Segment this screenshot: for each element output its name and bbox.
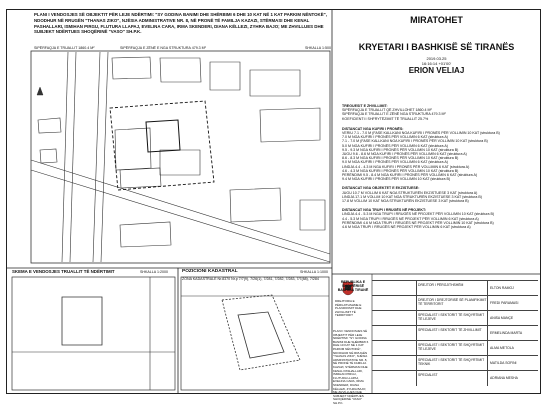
approval-stamp: MIRATOHET [410,15,463,25]
scheme-scale: SHKALLA 1:2000 [140,270,168,274]
sig-row-6: SPECIALIST I SEKTORIT TË SHQYRTIMIT TEKNIK MATILDA SOFINI [372,355,538,371]
planning-indicators: TREGUESIT E ZHVILLIMIT: SIPËRFAQJA E TRUALLIT QË ZHVILLOHET 1860.4 M² SIPËRFAQJA E TRUALLIT E ZËNË NGA STRUKTURA 479.3 M² KOEFICIENTI I SHFRYTËZIMIT TË TRUALLIT 25.7% DISTANCAT NGA KUFIRI I PRONËS: VERIU 7.1 - 7.0 M (FASE KALLKANI NGA KUFIRI I PRONËS PËR VOLLIMIN 10 KAT (struktura B) 7.0 M NGA KUFIRI I PRONËS PËR VOLLIMIN 6 KAT (struktura A) 7.1 - 7.0 M (FASE KALLKANI NGA KUFIRI I PRONËS PËR VOLLIMIN 10 KAT (struktura B) 5.0 M NGA KUFIRI I PRONËS PËR VOLLIMIN 6 KAT (struktura A) 9.5 - 9.3 M NGA KUFIRI I PRONËS PËR VOLLIMIN 10 KAT (struktura B) JUGU 9.6 - 8.6 M NGA KUFIRI I PRONËS PËR VOLLIMIN 6 KAT (struktura A) 8.6 - 8.3 M NGA KUFIRI I PRONËS PËR VOLLIMIN 10 KAT (struktura B) 9.0 M NGA KUFIRI I PRONËS PËR VOLLIMIN 6 KAT (struktura A) LINDJA 4.4 - 4.3 M NGA KUFIRI I PRONËS PËR VOLLIMIN 6 KAT (struktura A) 4.6 - 4.3 M NGA KUFIRI I PRONËS PËR VOLLIMIN 10 KAT (struktura B) PERËNDIMI 9.5 - 8.4 M NGA KUFIRI I PRONËS PËR VOLLIMIN 6 KAT (struktura A) 9.4 M NGA KUFIRI I PRONËS PËR VOLLIMIN 10 KAT (struktura B) DISTANCAT NGA OBJEKTET E EKZISTUESE: JUGU 10.7 M VOLLIM 6 KAT NGA STRUKTURËN EKZISTUESE 3 KAT (struktura A) LINDJA 17.1 M VOLLIM 10 KAT NGA STRUKTURËN EKZISTUESE 3 KAT (struktura B) 17.8 M VOLLIM 10 KAT NGA STRUKTURËN EKZISTUESE 3 KAT (struktura B) DISTANCAT NGA TRUPI I RRUGËS NË PROJEKT: LINDJA 4.4 - 5.3 M NGA TRUPI I RRUGËS NË PROJEKT PËR VOLLIMIN 10 KAT (struktura B) 4.4 - 5.3 M NGA TRUPI I RRUGËS NË PROJEKT PËR VOLLIMIN 6 KAT (struktura A) PERËNDIMI 4.6 M NGA TRUPI I RRUGËS NË PROJEKT PËR VOLLIMIN 10 KAT (struktura B) 4.6 M NGA TRUPI I RRUGËS NË PROJEKT PËR VOLLIMIN 6 KAT (struktura A) [342,104,500,230]
office-title: KRYETARI I BASHKISË SË TIRANËS [358,42,515,52]
cadastral-scale: SHKALLA 1:1000 [300,270,328,274]
cadastral-zone: ZONA KADASTRALE Nr.8370 Nr.p 7/7(9), 7/26(1), 7/281, 7/282, 7/283, 7/7(88), 7/284 [182,277,319,281]
sig-row-5: SPECIALIST I SEKTORIT TË SHQYRTIMIT TË LEJEVE ALMA METOLA [372,340,538,356]
scale-label-main: SHKALLA 1:500 [305,46,331,50]
footprint-area-label: SIPËRFAQJA E ZËNË E NGA STRUKTURA 479.3 M² [120,46,206,50]
republic-label: REPUBLIKA E SHQIPËRISË BASHKIA TIRANË [337,280,369,293]
sig-row-4: SPECIALIST I SEKTORIT TË ZHVILLIMIT ERMELINDA MARTA [372,325,538,341]
signatory-name: ERION VELIAJ [408,66,465,75]
approval-time: 16:16:14 +01'00' [421,61,452,66]
directorate-label: DREJTORIA E PËRGJITHSHME E PLANIFIKIMIT DHE ZHVILLIMIT TË TERRITORIT [335,299,362,318]
sig-row-2: DREJTOR I DREJTORISË SË PLANIFIKIMIT TË TERRITORIT FREDI PARAMASI [372,295,538,311]
sig-row-1: DREJTOR I PËRGJITHSHËM ELTON RAMOJ [372,280,538,296]
sig-row-3: SPECIALIST I SEKTORIT TË SHQYRTIMIT TË LEJEVE ANISA MANÇE [372,310,538,326]
plan-description: PLANI I VENDOSJES SË OBJEKTIT PËR LEJE NDËRTIMI: "SY GODINA BANIMI DHE SHËRBIMI 6 DHE 10 KAT NË 1 KAT PARKIM NËNTOKË", NDODHUR NË RRUGËN "THANAS ZIKO", NJËSIA ADMINISTRATIVE NR. 8, NË PRONË TË FAMILJA KAZAZI, STËRMASI DHE KENAL PASHALLARI, ISMIHAN PIRGU, FLUTURA LLAPAJ, EVELINA CARA, IRMA SKENDERI, DIANA KËLLEZI, ZYHRA BAJO; ME ZHVILLUES DHE SUBJEKT NDËRTUES SHOQËRINË "VASO" SH.P.K. [333,329,369,405]
location-scheme-title: SKEMA E VENDOSJES TRUALLIT TË NDËRTIMIT [12,269,115,274]
site-area-label: SIPËRFAQJA E TRUALLIT 1860.4 M² [34,46,95,50]
sig-row-7: SPECIALIST ADRIANA MESHA [372,370,538,386]
cadastral-title: POZICIONI KADASTRAL [182,269,238,274]
document-heading: PLANI I VENDOSJES SË OBJEKTIT PËR LEJE NDËRTIMI: "SY GODINA BANIMI DHE SHËRBIMI 6 DHE 10 KAT NË 1 KAT PARKIM NËNTOKË", NDODHUR NË RRUGËN "THANAS ZIKO", NJËSIA ADMINISTRATIVE NR. 8, NË PRONË TË FAMILJA KAZAZI, STËRMASI DHE KENAL PASHALLARI, ISMIHAN PIRGU, FLUTURA LLAPAJ, EVELINA CARA, IRMA SKENDERI, DIANA KËLLEZI, ZYHRA BAJO; ME ZHVILLUES DHE SUBJEKT NDËRTUES SHOQËRINË "VASO" SH.P.K. [34,12,327,35]
approval-date: 2019.03.25 [426,56,447,61]
